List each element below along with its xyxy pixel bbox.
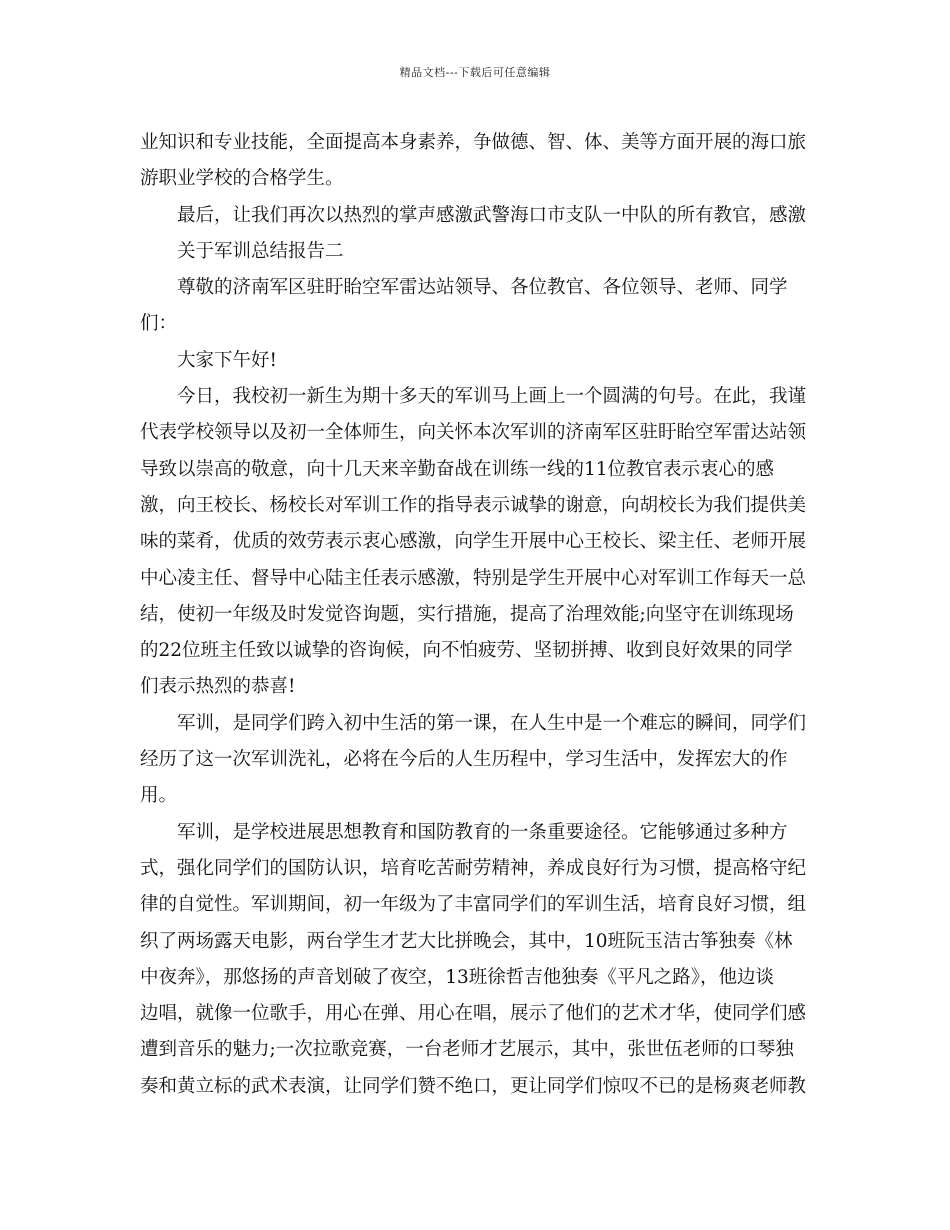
text-line: 味的菜肴，优质的效劳表示衷心感激，向学生开展中心王校长、梁主任、老师开展 bbox=[140, 531, 807, 553]
text-line: 激，向王校长、杨校长对军训工作的指导表示诚挚的谢意，向胡校长为我们提供美 bbox=[140, 494, 807, 516]
page-header: 精品文档---下载后可任意编辑 bbox=[399, 66, 551, 79]
text-line: 导致以崇高的敬意，向十几天来辛勤奋战在训练一线的11位教官表示衷心的感 bbox=[140, 458, 775, 480]
text-line: 大家下午好! bbox=[177, 349, 277, 371]
text-line: 军训，是同学们跨入初中生活的第一课，在人生中是一个难忘的瞬间，同学们 bbox=[177, 712, 807, 734]
text-line: 尊敬的济南军区驻盱眙空军雷达站领导、各位教官、各位领导、老师、同学 bbox=[177, 277, 788, 299]
text-line: 游职业学校的合格学生。 bbox=[140, 168, 344, 190]
text-line: 用。 bbox=[140, 785, 178, 807]
text-line: 们： bbox=[140, 313, 178, 335]
text-line: 军训，是学校进展思想教育和国防教育的一条重要途径。它能够通过多种方 bbox=[177, 821, 788, 843]
text-line: 最后，让我们再次以热烈的掌声感激武警海口市支队一中队的所有教官，感激 bbox=[177, 204, 807, 226]
text-line: 们表示热烈的恭喜! bbox=[140, 676, 296, 698]
text-line: 今日，我校初一新生为期十多天的军训马上画上一个圆满的句号。在此，我谨 bbox=[177, 386, 807, 408]
text-line: 结，使初一年级及时发觉咨询题，实行措施，提高了治理效能;向坚守在训练现场 bbox=[140, 603, 794, 625]
text-line: 律的自觉性。军训期间，初一年级为了丰富同学们的军训生活，培育良好习惯，组 bbox=[140, 894, 807, 916]
text-line: 奏和黄立标的武术表演，让同学们赞不绝口，更让同学们惊叹不已的是杨爽老师教 bbox=[140, 1075, 807, 1097]
text-line: 中心凌主任、督导中心陆主任表示感激，特别是学生开展中心对军训工作每天一总 bbox=[140, 567, 807, 589]
text-line: 业知识和专业技能，全面提高本身素养，争做德、智、体、美等方面开展的海口旅 bbox=[140, 132, 807, 153]
text-line: 的22位班主任致以诚挚的咨询候，向不怕疲劳、坚韧拼搏、收到良好效果的同学 bbox=[140, 640, 793, 662]
text-line: 边唱，就像一位歌手，用心在弹、用心在唱，展示了他们的艺术才华，使同学们感 bbox=[140, 1003, 807, 1025]
text-line: 经历了这一次军训洗礼，必将在今后的人生历程中，学习生活中，发挥宏大的作 bbox=[140, 749, 788, 771]
document-body bbox=[140, 125, 815, 1105]
text-line: 代表学校领导以及初一全体师生，向关怀本次军训的济南军区驻盱眙空军雷达站领 bbox=[140, 422, 807, 444]
text-line: 式，强化同学们的国防认识，培育吃苦耐劳精神，养成良好行为习惯，提高格守纪 bbox=[140, 857, 807, 879]
text-line: 遭到音乐的魅力;一次拉歌竞赛，一台老师才艺展示，其中，张世伍老师的口琴独 bbox=[140, 1039, 794, 1061]
text-line: 关于军训总结报告二 bbox=[177, 240, 344, 262]
text-line: 织了两场露天电影，两台学生才艺大比拼晚会，其中，10班阮玉洁古筝独奏《林 bbox=[140, 930, 793, 952]
text-line: 中夜奔》，那悠扬的声音划破了夜空，13班徐哲吉他独奏《平凡之路》，他边谈 bbox=[140, 966, 775, 988]
